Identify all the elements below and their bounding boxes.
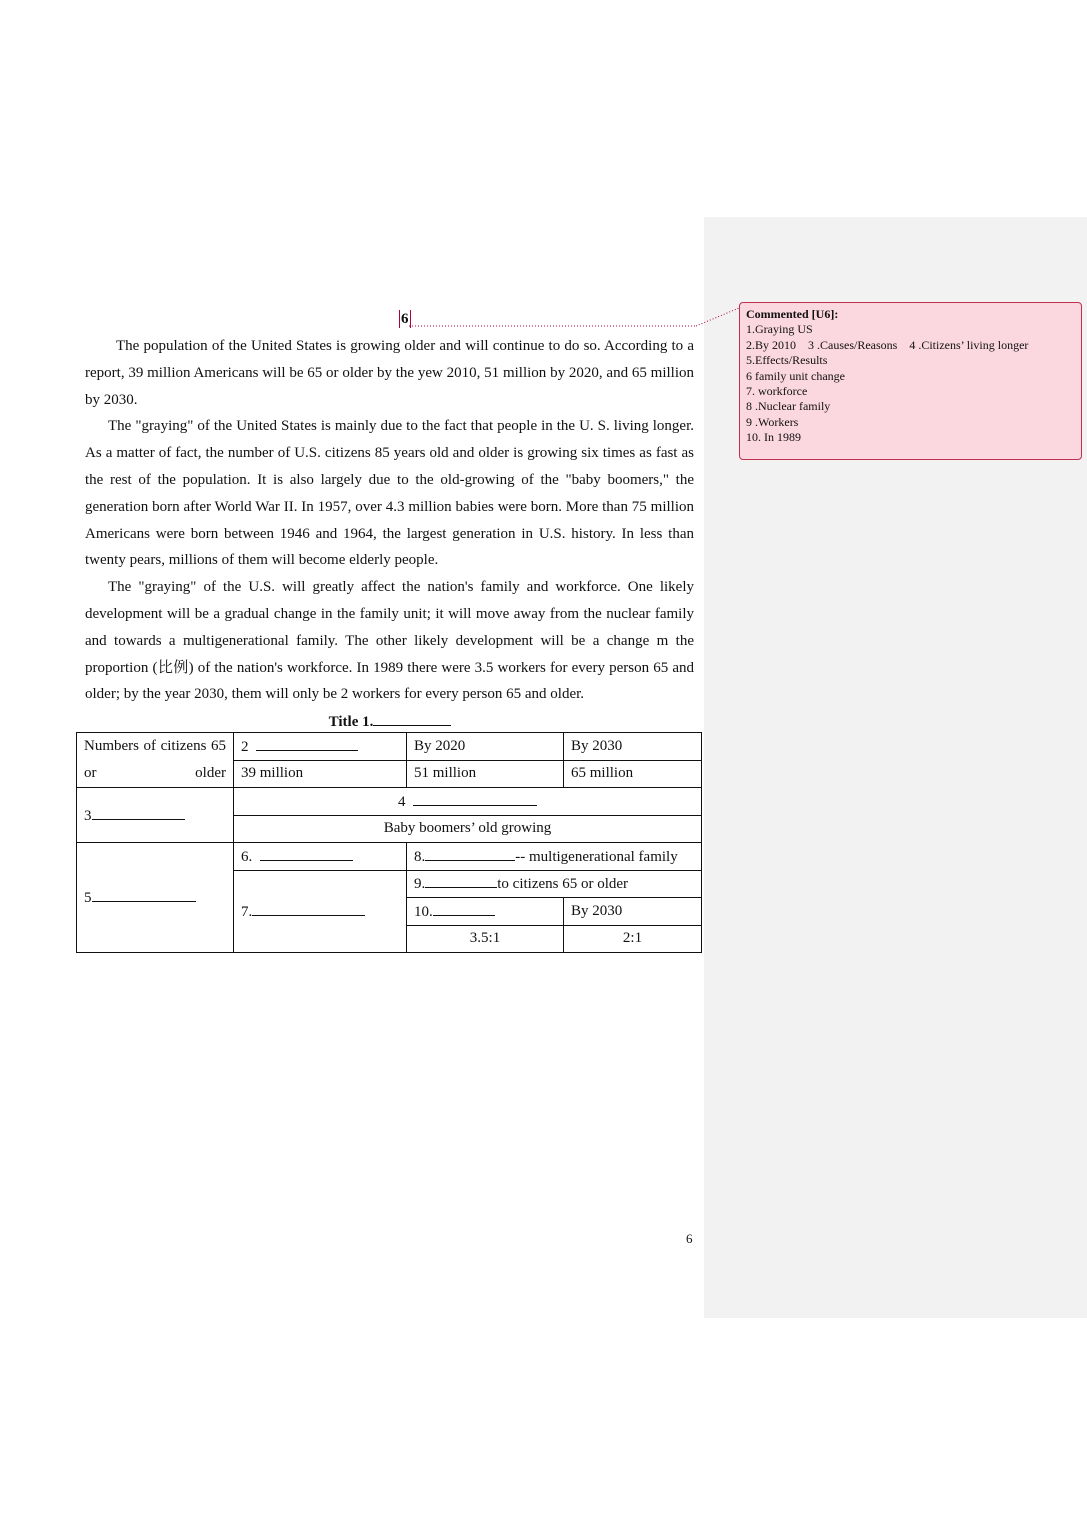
cell-blank-5 — [77, 843, 234, 953]
title-blank — [373, 711, 451, 726]
cell-ratio-1989: 3.5:1 — [407, 925, 564, 953]
cell-by-2020: By 2020 — [407, 733, 564, 761]
paragraph-2: The "graying" of the United States is mainly due to the fact that people in the U. S. living longer. As a matter of fact, the number of U.S. citizens 85 years old and older is growing six times as fast as the rest of the population. It is also largely due to the old-growing of the "baby boomers," the generation born after World War II. In 1957, over 4.3 million babies were born. More than 75 million Americans were born between 1946 and 1964, the largest generation in U.S. history. In less than twenty pears, millions of them will become elderly people. — [85, 418, 694, 569]
table-title — [0, 711, 780, 731]
blank-6-line — [260, 847, 353, 861]
cell-blank-8 — [407, 843, 702, 871]
blank-8-suffix: -- multigenerational family — [515, 848, 678, 865]
passage — [85, 333, 694, 708]
blank-10-label: 10. — [414, 903, 433, 920]
cell-blank-7 — [234, 870, 407, 953]
blank-8-line — [425, 847, 515, 861]
cell-by-2030: By 2030 — [564, 733, 702, 761]
blank-3-label: 3 — [84, 807, 92, 824]
blank-5-label: 5 — [84, 890, 92, 906]
cell-citizens-label: Numbers of citizens 65 or older — [77, 733, 234, 788]
comment-line-3: 5.Effects/Results — [746, 353, 828, 368]
blank-2-line — [256, 737, 358, 751]
comment-balloon[interactable] — [739, 302, 1082, 460]
cell-39-million: 39 million — [234, 760, 407, 788]
blank-4-line — [413, 792, 537, 806]
cell-blank-9 — [407, 870, 702, 898]
blank-9-label: 9. — [414, 876, 426, 893]
cell-blank-10 — [407, 898, 564, 926]
blank-7-label: 7. — [241, 903, 253, 920]
comment-line-7: 9 .Workers — [746, 414, 799, 429]
blank-7-line — [252, 902, 365, 916]
cell-51-million: 51 million — [407, 760, 564, 788]
blank-9-line — [425, 874, 497, 888]
cell-blank-2 — [234, 733, 407, 761]
blank-8-label: 8. — [414, 848, 426, 865]
page-number: 6 — [686, 1231, 693, 1246]
comment-line-2: 2.By 2010 3 .Causes/Reasons 4 .Citizens’ living longer — [746, 337, 1029, 352]
blank-3-line — [92, 806, 185, 820]
cell-blank-4 — [234, 788, 702, 816]
cell-baby-boomers: Baby boomers’ old growing — [234, 815, 702, 843]
paragraph-3: The "graying" of the U.S. will greatly affect the nation's family and workforce. One likely development will be a gradual change in the family unit; it will move away from the nuclear family and towards a multigenerational family. The other likely development will be a change m the proportion (比例) of the nation's workforce. In 1989 there were 3.5 workers for every person 65 and older; by the year 2030, them will only be 2 workers for every person 65 and older. — [85, 579, 694, 703]
cell-blank-6 — [234, 843, 407, 871]
comment-line-1: 1.Graying US — [746, 322, 813, 337]
summary-table — [76, 732, 702, 953]
blank-6-label: 6. — [241, 848, 253, 865]
paragraph-1: The population of the United States is growing older and will continue to do so. According to a report, 39 million Americans will be 65 or older by the yew 2010, 51 million by 2020, and 65 million by 2030. — [85, 338, 694, 408]
blank-4-label: 4 — [398, 793, 406, 810]
comment-line-8: 10. In 1989 — [746, 430, 801, 445]
cell-ratio-2030: 2:1 — [564, 925, 702, 953]
table-title-text: Title 1. — [328, 714, 374, 730]
blank-5-line — [92, 888, 196, 902]
cell-blank-3 — [77, 788, 234, 843]
cell-65-million: 65 million — [564, 760, 702, 788]
blank-9-suffix: to citizens 65 or older — [497, 876, 629, 893]
comment-title: Commented [U6]: — [746, 307, 839, 321]
comment-line-4: 6 family unit change — [746, 368, 845, 383]
comment-line-5: 7. workforce — [746, 384, 808, 399]
section-heading-number[interactable]: 6 — [401, 311, 409, 327]
comment-line-6: 8 .Nuclear family — [746, 399, 831, 414]
blank-2-label: 2 — [241, 738, 249, 755]
blank-10-line — [433, 902, 495, 916]
cell-by-2030-ratio: By 2030 — [564, 898, 702, 926]
